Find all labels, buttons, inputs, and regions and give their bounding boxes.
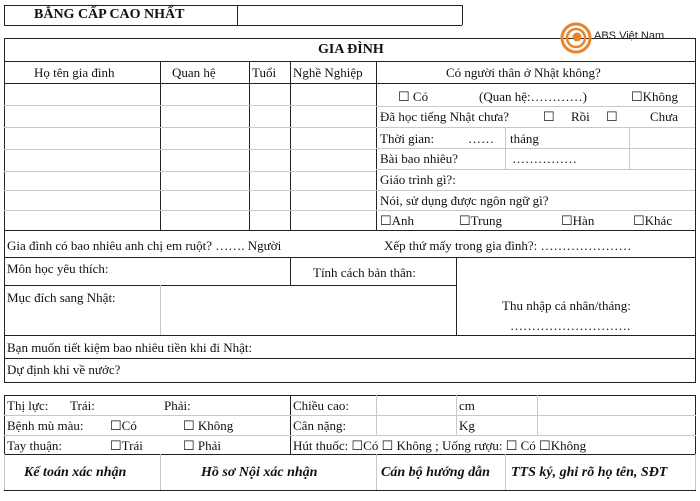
lesson-number-field[interactable]: …………… [512, 151, 577, 166]
lang-korean-checkbox[interactable]: ☐Hàn [561, 213, 595, 228]
abs-logo [560, 22, 592, 58]
height-label: Chiều cao: [293, 398, 349, 413]
lesson-number-label: Bài bao nhiêu? [380, 151, 458, 166]
abs-logo-icon [560, 22, 592, 54]
purpose-label: Mục đích sang Nhật: [7, 290, 116, 305]
lang-other-checkbox[interactable]: ☐Khác [633, 213, 673, 228]
vision-left-label: Trái: [70, 398, 95, 413]
abs-logo-text: ABS Việt Nam [594, 30, 665, 42]
instructor-signature: Cán bộ hướng dẫn [381, 465, 490, 480]
accountant-confirmation: Kế toán xác nhận [24, 465, 127, 480]
hand-left-checkbox[interactable]: ☐Trái [110, 438, 143, 453]
relative-no-checkbox[interactable]: ☐Không [631, 89, 679, 104]
smoking-drinking-row[interactable]: Hút thuốc: ☐Có ☐ Không ; Uống rượu: ☐ Có ☐Không [293, 438, 587, 453]
studied-yes-checkbox[interactable]: ☐ [543, 109, 555, 124]
handedness-label: Tay thuận: [7, 438, 63, 453]
lang-chinese-checkbox[interactable]: ☐Trung [459, 213, 502, 228]
vision-label: Thị lực: [7, 398, 49, 413]
future-plan-question: Dự định khi về nước? [7, 362, 121, 377]
studied-yes-label: Rồi [571, 109, 590, 124]
textbook-label: Giáo trình gì?: [380, 172, 456, 187]
income-label: Thu nhập cá nhân/tháng: [502, 298, 631, 313]
colorblind-no-checkbox[interactable]: ☐ Không [183, 418, 234, 433]
income-field[interactable]: ………………………. [510, 318, 631, 333]
sibling-order-question: Xếp thứ mấy trong gia đình?: ………………… [384, 238, 632, 253]
lang-english-checkbox[interactable]: ☐Anh [380, 213, 415, 228]
studied-japanese-question: Đã học tiếng Nhật chưa? [380, 109, 510, 124]
study-time-field[interactable]: …… [468, 131, 494, 146]
height-unit: cm [459, 398, 475, 413]
relative-in-japan-question: Có người thân ở Nhật không? [446, 65, 601, 80]
col-family-name: Họ tên gia đình [34, 65, 115, 80]
studied-no-checkbox[interactable]: ☐ [606, 109, 618, 124]
weight-unit: Kg [459, 418, 475, 433]
vision-right-label: Phải: [164, 398, 191, 413]
trainee-signature: TTS ký, ghi rõ họ tên, SĐT [511, 465, 668, 480]
col-occupation: Nghề Nghiệp [293, 65, 363, 80]
relative-yes-checkbox[interactable]: ☐ Có [398, 89, 429, 104]
col-relationship: Quan hệ [172, 65, 216, 80]
weight-label: Cân nặng: [293, 418, 347, 433]
relative-relation-field[interactable]: (Quan hệ:…………) [479, 89, 587, 104]
studied-no-label: Chưa [650, 109, 678, 124]
highest-degree-label: BẰNG CẤP CAO NHẤT [34, 7, 185, 22]
personality-label: Tính cách bản thân: [313, 265, 416, 280]
study-time-label: Thời gian: [380, 131, 435, 146]
hanoi-records-confirmation: Hồ sơ Nội xác nhận [201, 465, 318, 480]
favorite-subject-label: Môn học yêu thích: [7, 261, 109, 276]
languages-question: Nói, sử dụng được ngôn ngữ gì? [380, 193, 549, 208]
colorblind-label: Bệnh mù màu: [7, 418, 84, 433]
colorblind-yes-checkbox[interactable]: ☐Có [110, 418, 137, 433]
siblings-count-question: Gia đình có bao nhiêu anh chị em ruột? ……. Người [7, 238, 282, 253]
family-section-title: GIA ĐÌNH [318, 42, 384, 57]
hand-right-checkbox[interactable]: ☐ Phải [183, 438, 222, 453]
col-age: Tuổi [252, 65, 277, 80]
savings-question: Bạn muốn tiết kiệm bao nhiêu tiền khi đi Nhật: [7, 340, 253, 355]
study-time-unit: tháng [510, 131, 539, 146]
